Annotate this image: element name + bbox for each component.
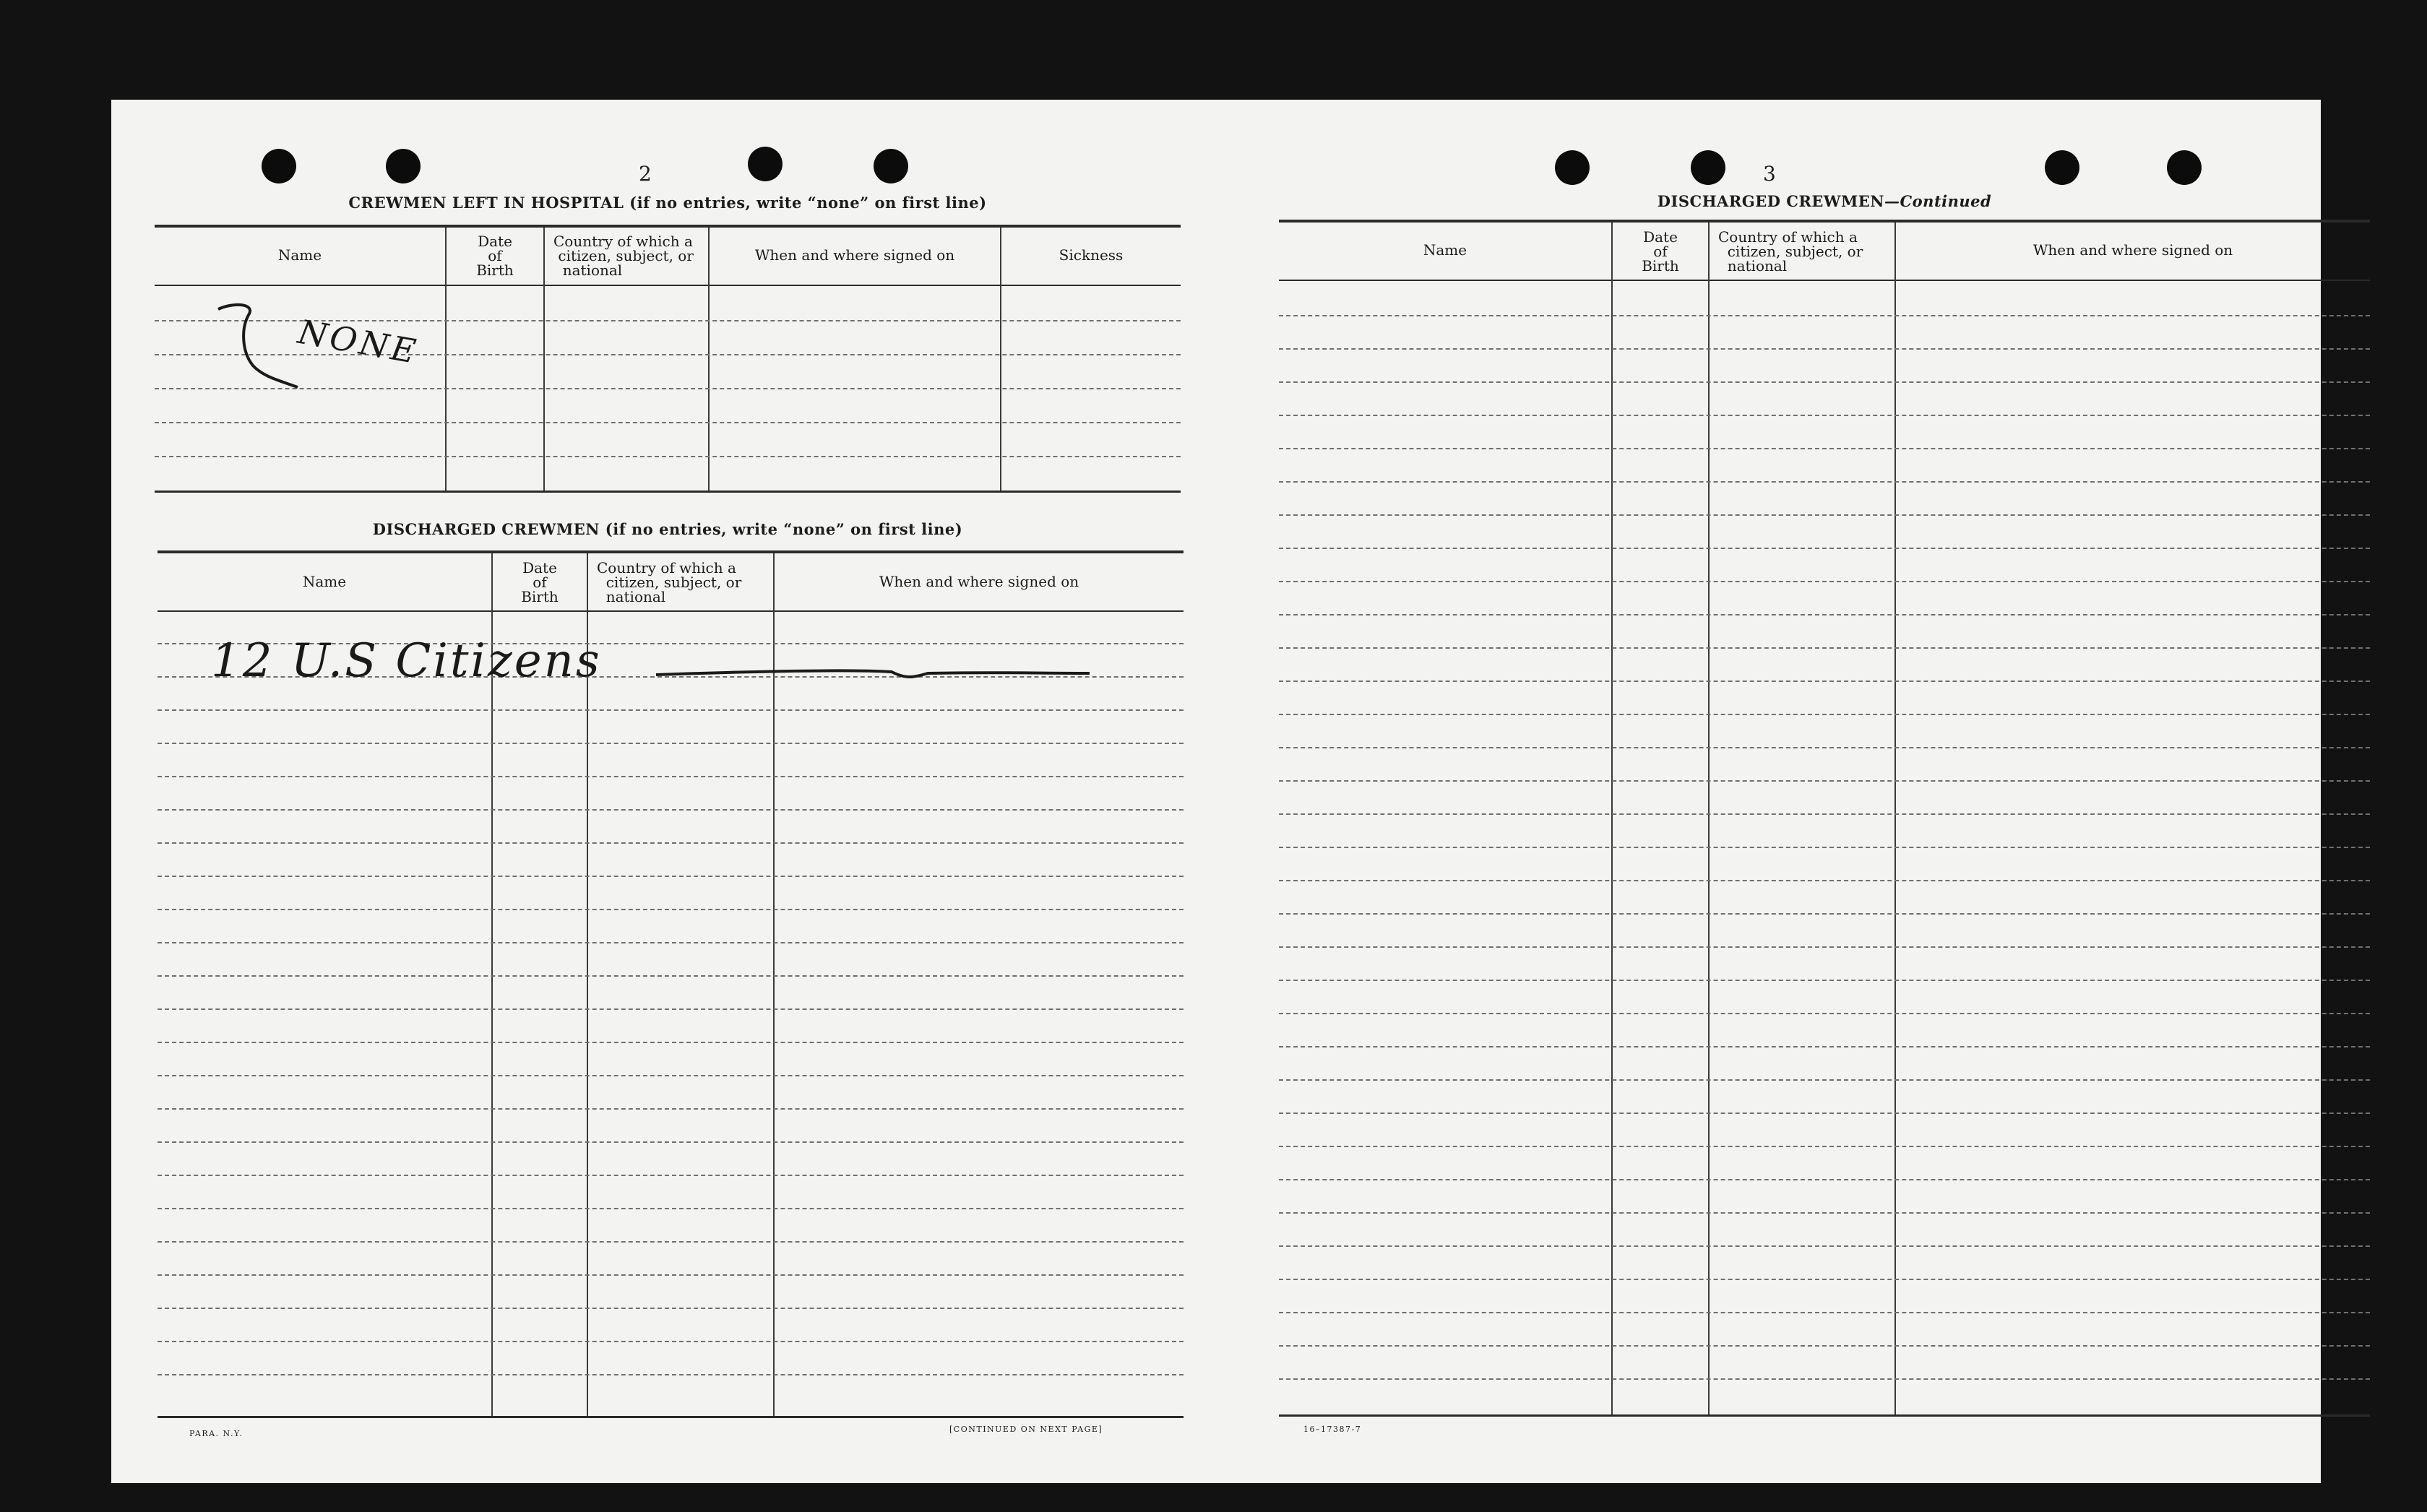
column-header-name: Name bbox=[302, 573, 347, 590]
column-header-signed-on: When and where signed on bbox=[879, 573, 1079, 590]
page-number-left: 2 bbox=[639, 162, 652, 186]
page-number-right: 3 bbox=[1763, 162, 1776, 186]
column-header-signed-on: When and where signed on bbox=[2032, 241, 2233, 259]
punch-hole bbox=[2045, 150, 2079, 185]
column-header-date-of-birth: Date of Birth bbox=[1642, 228, 1679, 275]
punch-hole bbox=[262, 149, 296, 183]
column-header-country: Country of which a citizen, subject, or national bbox=[597, 559, 742, 605]
footer-printer-mark: PARA. N.Y. bbox=[189, 1429, 243, 1438]
punch-hole bbox=[748, 147, 783, 181]
punch-hole bbox=[1555, 150, 1590, 185]
footer-continued-note: [CONTINUED ON NEXT PAGE] bbox=[949, 1425, 1103, 1434]
punch-hole bbox=[1691, 150, 1725, 185]
footer-form-number: 16–17387-7 bbox=[1303, 1425, 1362, 1434]
document-paper bbox=[111, 100, 2321, 1483]
handwritten-none: NONE bbox=[295, 311, 422, 372]
column-header-name: Name bbox=[1423, 241, 1467, 259]
hospital-section-title: CREWMEN LEFT IN HOSPITAL (if no entries, write “none” on first line) bbox=[348, 194, 987, 212]
discharged-continued-title: DISCHARGED CREWMEN—Continued bbox=[1657, 192, 1992, 210]
column-header-name: Name bbox=[277, 246, 322, 264]
discharged-section-title: DISCHARGED CREWMEN (if no entries, write “none” on first line) bbox=[372, 520, 963, 538]
punch-hole bbox=[874, 149, 908, 183]
column-header-sickness: Sickness bbox=[1059, 246, 1124, 264]
column-header-date-of-birth: Date of Birth bbox=[476, 233, 514, 279]
column-header-country: Country of which a citizen, subject, or national bbox=[1718, 228, 1863, 275]
handwritten-citizens-entry: 12 U.S Citizens bbox=[211, 634, 602, 688]
column-header-country: Country of which a citizen, subject, or national bbox=[553, 233, 694, 279]
punch-hole bbox=[386, 149, 421, 183]
column-header-signed-on: When and where signed on bbox=[754, 246, 955, 264]
handwritten-brace bbox=[212, 301, 299, 409]
handwritten-dash-line bbox=[653, 663, 1094, 685]
column-header-date-of-birth: Date of Birth bbox=[521, 559, 559, 605]
punch-hole bbox=[2167, 150, 2202, 185]
